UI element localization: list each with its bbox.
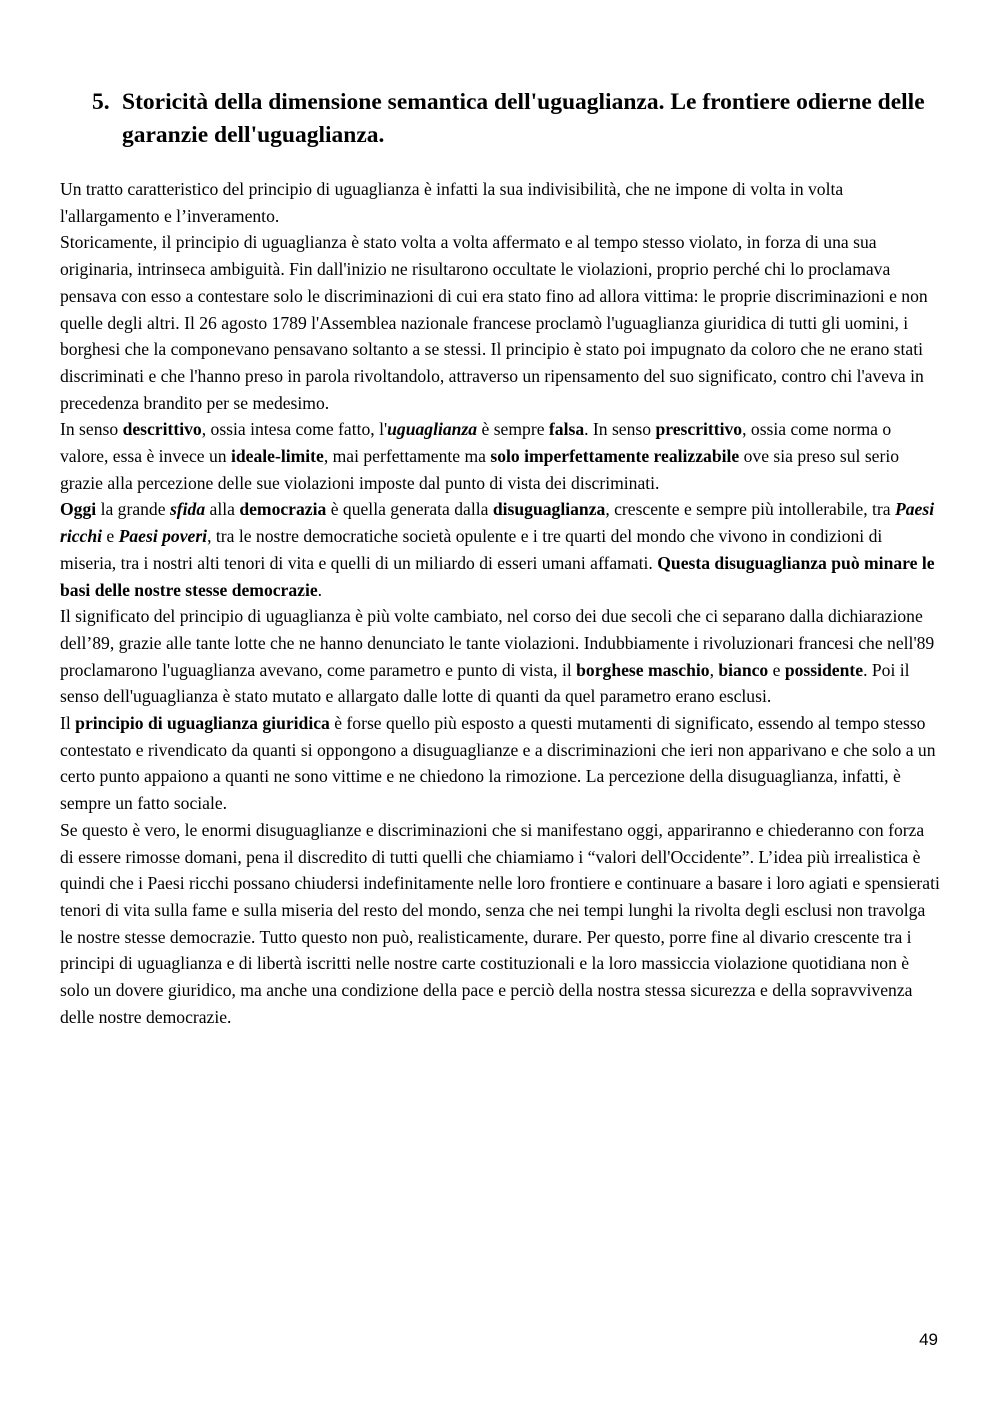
paragraph-conclusion <box>60 817 942 1031</box>
text-run: Storicamente, il principio di uguaglianza è stato volta a volta affermato e al tempo stesso violato, in forza di una sua originaria, intrinseca ambiguità. Fin dall'inizio ne risultarono occultate le violazioni, proprio perché chi lo proclamava pensava con esso a contestare solo le discriminazioni di cui era stato fino ad allora vittima: le proprie discriminazioni e non quelle degli altri. Il 26 agosto 1789 l'Assemblea nazionale francese proclamò l'uguaglianza giuridica di tutti gli uomini, i borghesi che la componevano pensavano soltanto a se stessi. Il principio è stato poi impugnato da coloro che ne erano stati discriminati e che l'hanno preso in parola rivoltandolo, attraverso un ripensamento del suo significato, contro chi l'aveva in precedenza brandito per se medesimo. <box>60 232 928 413</box>
bold-term-possidente: possidente <box>784 659 864 680</box>
bold-term-realizzabile: solo imperfettamente realizzabile <box>490 446 740 467</box>
text-run: è quella generata dalla <box>326 499 493 520</box>
text-run: Se questo è vero, le enormi disuguaglianze e discriminazioni che si manifestano oggi, appariranno e chiederanno con forza di essere rimosse domani, pena il discredito di tutti quelli che chiamiamo i “valori dell'Occidente”. L’idea più irrealistica è quindi che i Paesi ricchi possano chiudersi indefinitamente nelle loro frontiere e continuare a basare i loro agiati e spensierati tenori di vita sulla fame e sulla miseria del resto del mondo, senza che nei tempi lunghi la rivolta degli esclusi non travolga le nostre stesse democrazie. Tutto questo non può, realisticamente, durare. Per questo, porre fine al divario crescente tra i principi di uguaglianza e di libertà iscritti nelle nostre carte costituzionali e la loro massiccia violazione quotidiana non è solo un dovere giuridico, ma anche una condizione della pace e perciò della nostra stessa sicurezza e della sopravvivenza delle nostre democrazie. <box>60 819 940 1027</box>
paragraph-meaning-changed <box>60 603 942 710</box>
text-run: In senso <box>60 419 123 440</box>
bold-italic-term-uguaglianza: uguaglianza <box>387 419 478 440</box>
text-run: . In senso <box>584 419 656 440</box>
text-run: e <box>102 526 119 547</box>
text-run: Il significato del principio di uguaglianza è più volte cambiato, nel corso dei due secoli che ci separano dalla dichiarazione dell’89, grazie alle tante lotte che ne hanno denunciato le tante violazioni. Indubbiamente i rivoluzionari francesi che nell'89 proclamarono l'uguaglianza avevano, come parametro e punto di vista, il <box>60 606 935 680</box>
bold-term-principio-uguaglianza-giuridica: principio di uguaglianza giuridica <box>75 713 330 734</box>
text-run: è forse quello più esposto a questi mutamenti di significato, essendo al tempo stesso contestato e rivendicato da quanti si oppongono a disuguaglianze e a discriminazioni che ieri non apparivano e che solo a un certo punto appaiono a quanti ne sono vittime e ne chiedono la rimozione. La percezione della disuguaglianza, infatti, è sempre un fatto sociale. <box>60 713 936 814</box>
body-text <box>60 176 942 1031</box>
paragraph-today-challenge <box>60 496 942 603</box>
bold-term-borghese-maschio: borghese maschio <box>576 659 710 680</box>
text-run: , <box>709 659 719 680</box>
text-run: , tra le nostre democratiche società opulente e i tre quarti del mondo che vivono in condizioni di miseria, tra i nostri alti tenori di vita e quelli di un miliardo di esseri umani affamati. <box>60 526 883 573</box>
text-run: , mai perfettamente ma <box>323 446 491 467</box>
text-run: alla <box>205 499 240 520</box>
bold-sentence-minare-le-basi: Questa disuguaglianza può minare le basi delle nostre stesse democrazie <box>60 552 935 600</box>
text-run: . <box>317 579 323 600</box>
bold-term-democrazia: democrazia <box>239 499 327 520</box>
bold-term-descrittivo: descrittivo <box>122 419 202 440</box>
text-run: è sempre <box>477 419 549 440</box>
text-run: Il <box>60 713 76 734</box>
text-run: la grande <box>96 499 170 520</box>
text-run: , crescente e sempre più intollerabile, tra <box>605 499 895 520</box>
section-number: 5. <box>92 89 110 115</box>
bold-italic-term-paesi-ricchi: Paesi ricchi <box>60 499 935 547</box>
bold-term-prescrittivo: prescrittivo <box>655 419 743 440</box>
text-run: , ossia intesa come fatto, l' <box>201 419 388 440</box>
paragraph-history <box>60 229 942 416</box>
bold-term-falsa: falsa <box>548 419 585 440</box>
text-run: Un tratto caratteristico del principio di uguaglianza è infatti la sua indivisibilità, che ne impone di volta in volta l'allargamento e l’inveramento. <box>60 179 844 226</box>
section-heading <box>92 86 942 152</box>
bold-italic-term-sfida: sfida <box>169 499 206 520</box>
paragraph-indivisibility <box>60 176 942 229</box>
paragraph-descriptive-prescriptive <box>60 416 942 496</box>
page-number: 49 <box>919 1330 938 1349</box>
paragraph-legal-equality <box>60 710 942 817</box>
text-run: e <box>768 659 785 680</box>
bold-term-disuguaglianza: disuguaglianza <box>492 499 606 520</box>
text-run: . Poi il senso dell'uguaglianza è stato mutato e allargato dalle lotte di quanti da quel parametro erano esclusi. <box>60 659 910 707</box>
section-title: Storicità della dimensione semantica dell'uguaglianza. Le frontiere odierne delle garanzie dell'uguaglianza. <box>122 89 925 148</box>
bold-term-ideale-limite: ideale-limite <box>230 446 324 467</box>
bold-italic-term-paesi-poveri: Paesi poveri <box>118 526 208 547</box>
text-run: ove sia preso sul serio grazie alla percezione delle sue violazioni imposte dal punto di vista dei discriminati. <box>60 446 900 493</box>
text-run: , ossia come norma o valore, essa è invece un <box>60 419 892 467</box>
bold-term-bianco: bianco <box>718 659 769 680</box>
bold-term-oggi: Oggi <box>60 499 97 520</box>
